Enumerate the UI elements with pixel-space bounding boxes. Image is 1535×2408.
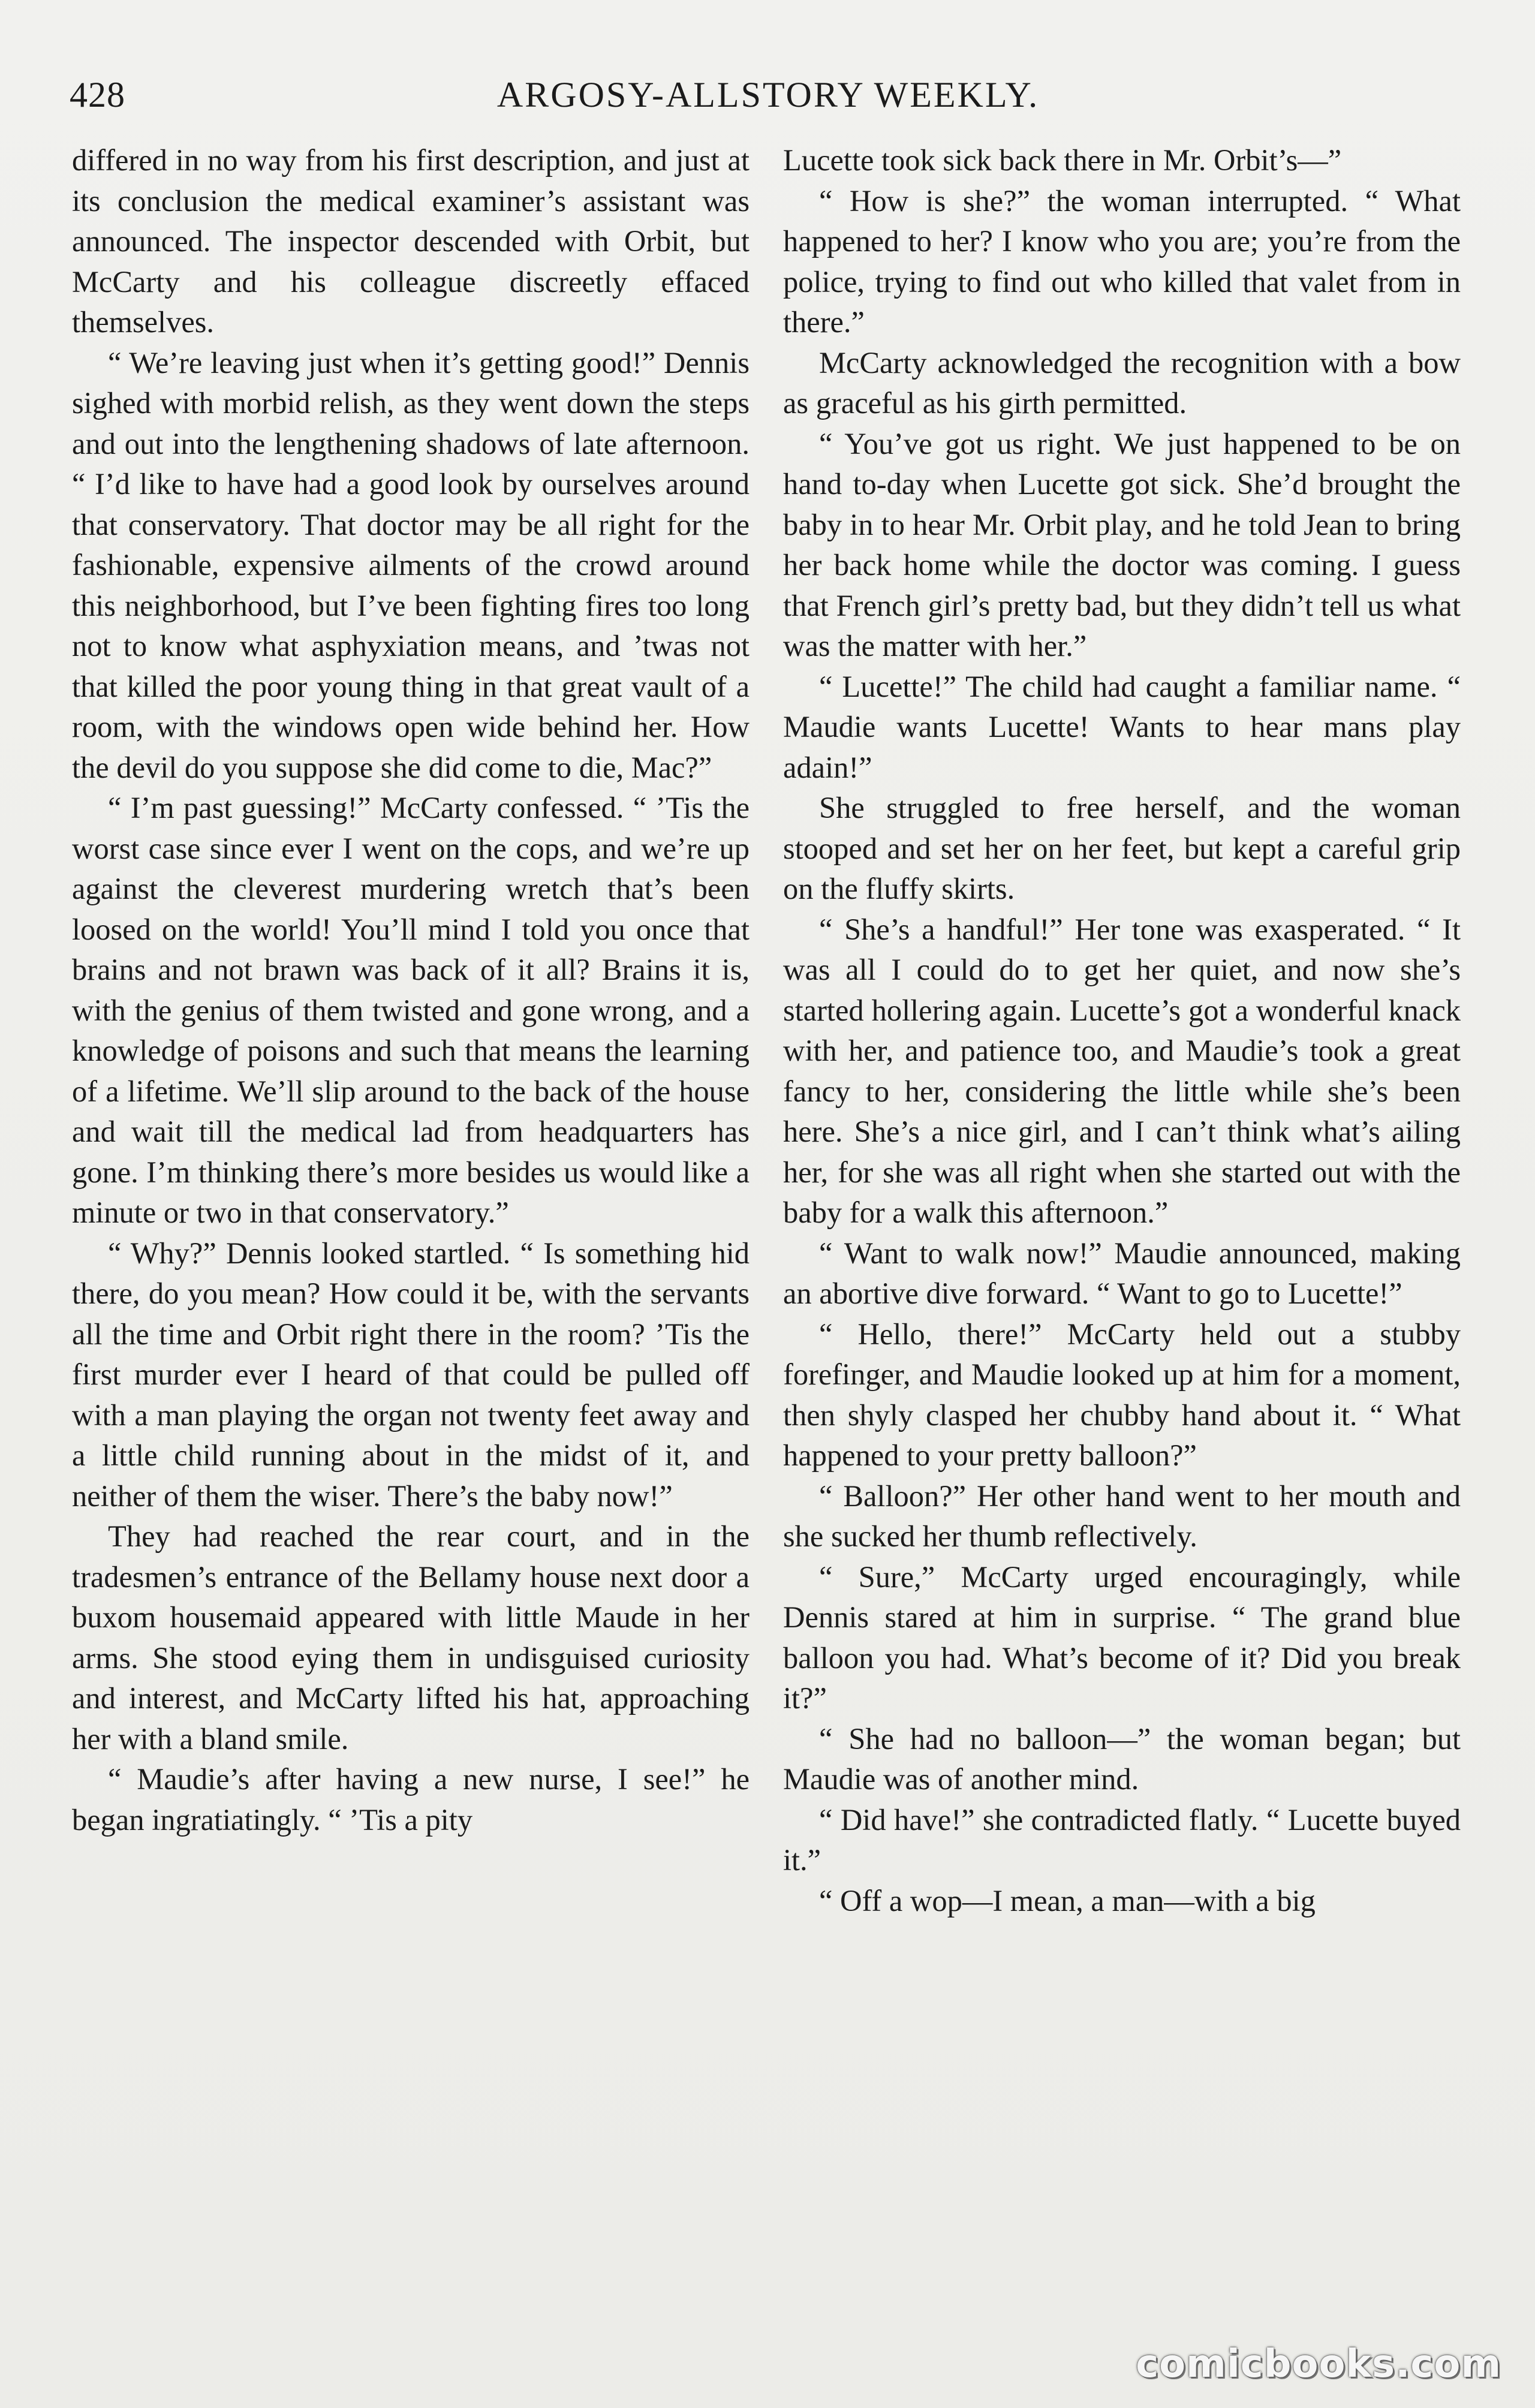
paragraph: “ She’s a handful!” Her tone was exasperated. “ It was all I could do to get her quiet, and now she’s started hollering again. Lucette’s got a wonderful knack with her, and patience too, and Maudie’s took a great fancy to her, considering the little while she’s been here. She’s a nice girl, and I can’t think what’s ailing her, for she was all right when she started out with the baby for a walk this afternoon.” — [783, 912, 1461, 1229]
paragraph: “ Why?” Dennis looked startled. “ Is something hid there, do you mean? How could it be, with the servants all the time and Orbit right there in the room? ’Tis the first murder ever I heard of that could be pulled off with a man playing the organ not twenty feet away and a little child running about in the midst of it, and neither of them the wiser. There’s the baby now!” — [72, 1236, 750, 1513]
left-column — [72, 140, 750, 2275]
paragraph: “ She had no balloon—” the woman began; but Maudie was of another mind. — [783, 1721, 1461, 1796]
paragraph: “ You’ve got us right. We just happened to be on hand to-day when Lucette got sick. She’d brought the baby in to hear Mr. Orbit play, and he told Jean to bring her back home while the doctor was coming. I guess that French girl’s pretty bad, but they didn’t tell us what was the matter with her.” — [783, 426, 1461, 663]
paragraph: Lucette took sick back there in Mr. Orbit’s—” — [783, 143, 1342, 177]
paragraph: “ Lucette!” The child had caught a familiar name. “ Maudie wants Lucette! Wants to hear mans play adain!” — [783, 669, 1461, 784]
paragraph: “ How is she?” the woman interrupted. “ What happened to her? I know who you are; you’re from the police, trying to find out who killed that valet from in there.” — [783, 183, 1461, 339]
right-column — [783, 140, 1461, 2275]
paragraph: “ We’re leaving just when it’s getting good!” Dennis sighed with morbid relish, as they went down the steps and out into the lengthening shadows of late afternoon. “ I’d like to have had a good look by ourselves around that conservatory. That doctor may be all right for the fashionable, expensive ailments of the crowd around this neighborhood, but I’ve been fighting fires too long not to know what asphyxiation means, and ’twas not that killed the poor young thing in that great vault of a room, with the windows open wide behind her. How the devil do you suppose she did come to die, Mac?” — [72, 345, 750, 784]
paragraph: differed in no way from his first description, and just at its conclusion the medical examiner’s assistant was announced. The inspector descended with Orbit, but McCarty and his colleague discreetly effaced themselves. — [72, 143, 750, 339]
paragraph: “ I’m past guessing!” McCarty confessed. “ ’Tis the worst case since ever I went on the cops, and we’re up against the cleverest murdering wretch that’s been loosed on the world! You’ll mind I told you once that brains and not brawn was back of it all? Brains it is, with the genius of them twisted and gone wrong, and a knowledge of poisons and such that means the learning of a lifetime. We’ll slip around to the back of the house and wait till the medical lad from headquarters has gone. I’m thinking there’s more besides us would like a minute or two in that conservatory.” — [72, 791, 750, 1229]
paragraph: “ Sure,” McCarty urged encouragingly, while Dennis stared at him in surprise. “ The grand blue balloon you had. What’s become of it? Did you break it?” — [783, 1560, 1461, 1715]
paragraph: “ Balloon?” Her other hand went to her mouth and she sucked her thumb reflectively. — [783, 1479, 1461, 1553]
paragraph: “ Hello, there!” McCarty held out a stubby forefinger, and Maudie looked up at him for a moment, then shyly clasped her chubby hand about it. “ What happened to your pretty balloon?” — [783, 1317, 1461, 1472]
paragraph: McCarty acknowledged the recognition with a bow as graceful as his girth permitted. — [783, 345, 1461, 420]
page-number: 428 — [70, 75, 125, 115]
site-watermark: comicbooks.com — [1136, 2342, 1501, 2386]
page-header — [70, 66, 1467, 124]
running-title: ARGOSY-ALLSTORY WEEKLY. — [496, 75, 1040, 115]
paragraph: “ Off a wop—I mean, a man—with a big — [819, 1883, 1316, 1918]
paragraph: “ Maudie’s after having a new nurse, I see!” he began ingratiatingly. “ ’Tis a pity — [72, 1762, 750, 1837]
paragraph: They had reached the rear court, and in the tradesmen’s entrance of the Bellamy house next door a buxom housemaid appeared with little Maude in her arms. She stood eying them in undisguised curiosity and interest, and McCarty lifted his hat, approaching her with a bland smile. — [72, 1519, 750, 1756]
paragraph: “ Want to walk now!” Maudie announced, making an abortive dive forward. “ Want to go to Lucette!” — [783, 1236, 1461, 1310]
paragraph: She struggled to free herself, and the woman stooped and set her on her feet, but kept a careful grip on the fluffy skirts. — [783, 791, 1461, 905]
paragraph: “ Did have!” she contradicted flatly. “ Lucette buyed it.” — [783, 1802, 1461, 1877]
